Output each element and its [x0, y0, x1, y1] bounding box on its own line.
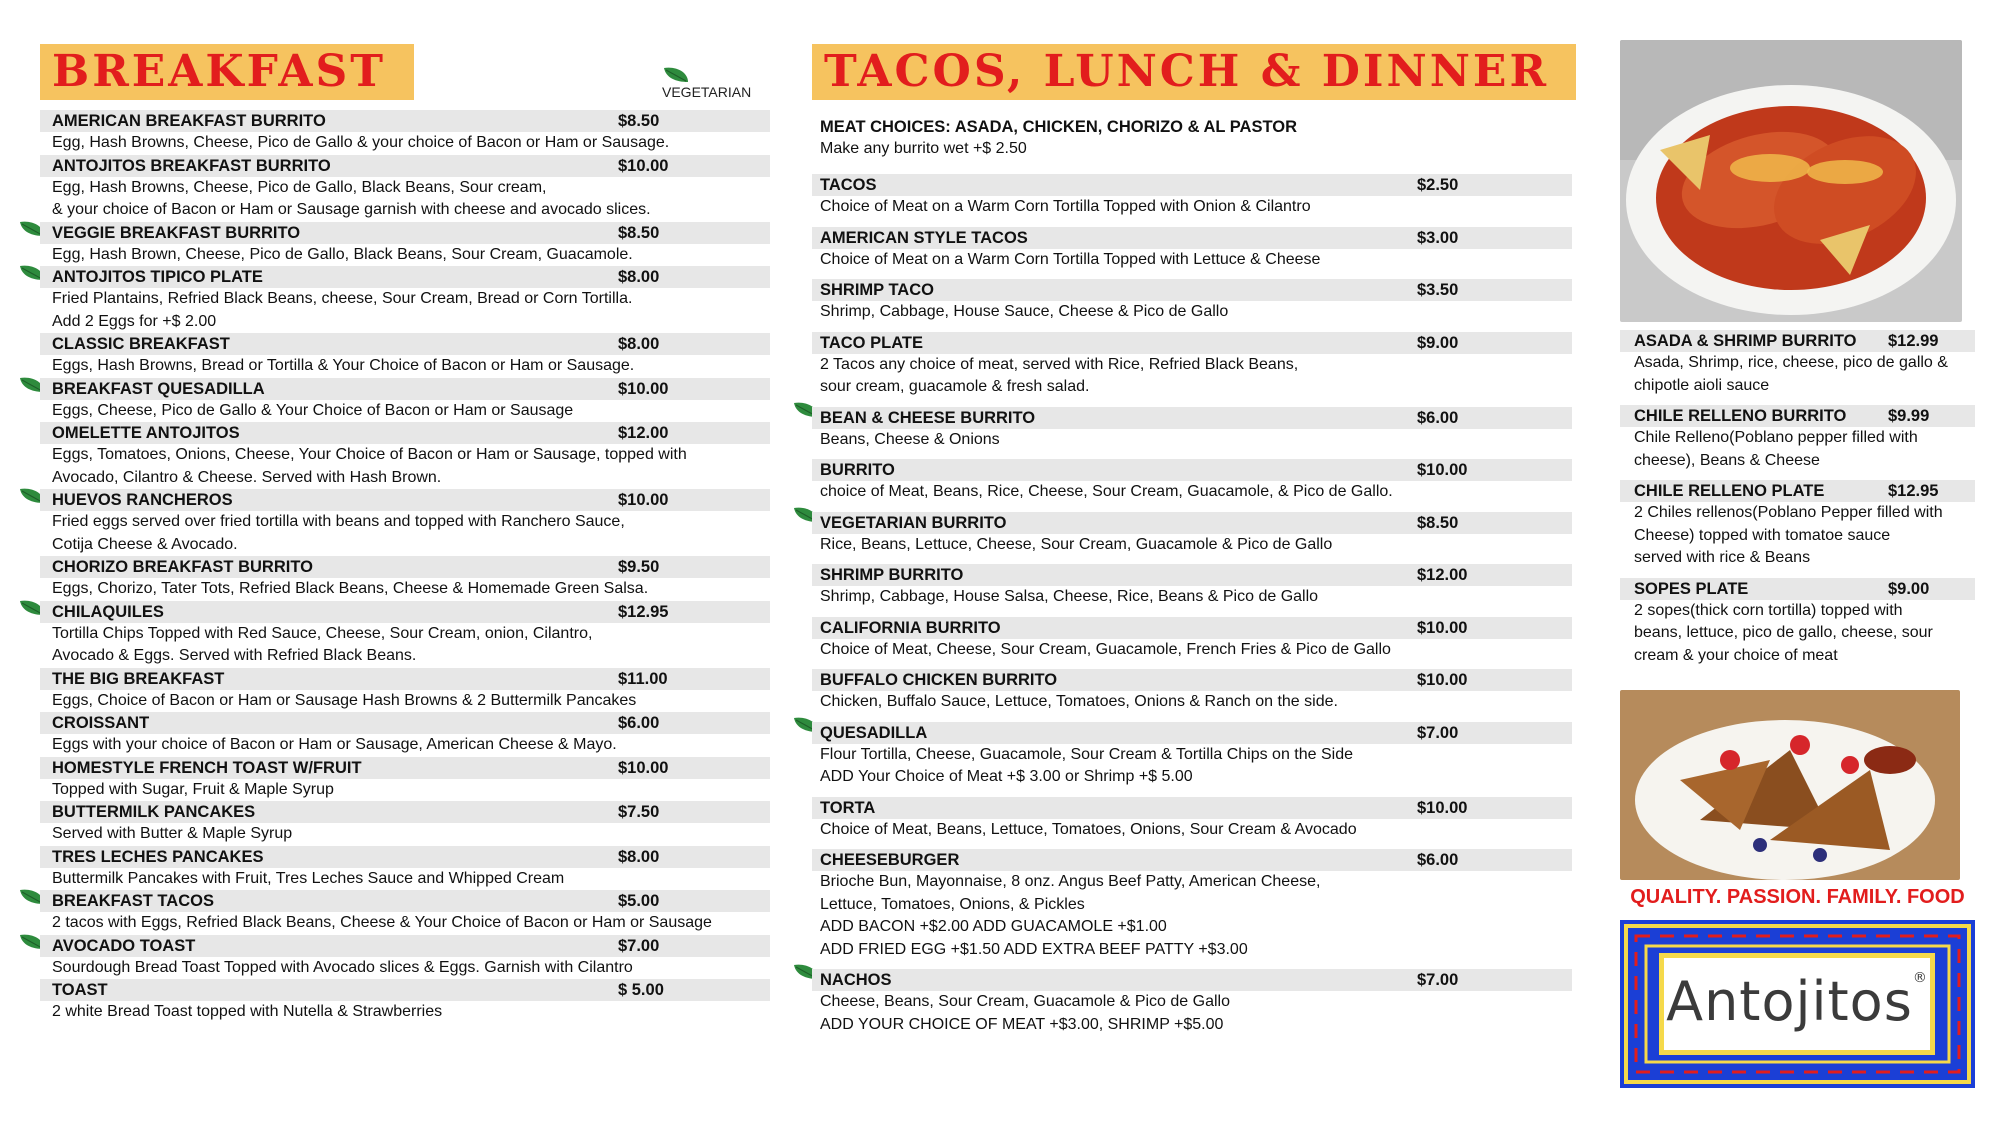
menu-item-name: TACO PLATE — [820, 333, 923, 352]
menu-item-price: $11.00 — [618, 669, 668, 688]
menu-item-header — [812, 332, 1572, 354]
menu-item-header — [40, 422, 770, 444]
menu-item-price: $10.00 — [618, 491, 669, 509]
tacos-menu-list — [812, 174, 1572, 1044]
menu-item-name: CALIFORNIA BURRITO — [820, 618, 1001, 637]
menu-item-description: Tortilla Chips Topped with Red Sauce, Cheese, Sour Cream, onion, Cilantro, Avocado & Eggs. Served with Refried Black Beans. — [52, 624, 593, 664]
menu-item-description: Cheese, Beans, Sour Cream, Guacamole & Pico de Gallo ADD YOUR CHOICE OF MEAT +$3.00, SHRIMP +$5.00 — [820, 993, 1230, 1033]
menu-item-description: Shrimp, Cabbage, House Sauce, Cheese & Pico de Gallo — [820, 303, 1229, 320]
menu-item-price: $12.00 — [618, 424, 669, 442]
menu-item-breakfast-quesadilla — [40, 378, 770, 423]
menu-item-description: 2 Chiles rellenos(Poblano Pepper filled with Cheese) topped with tomatoe sauce served with rice & Beans — [1634, 504, 1943, 566]
menu-item-header — [40, 668, 770, 690]
menu-item-description: Topped with Sugar, Fruit & Maple Syrup — [52, 780, 334, 798]
menu-item-description: 2 Tacos any choice of meat, served with Rice, Refried Black Beans, sour cream, guacamole & fresh salad. — [820, 355, 1299, 395]
breakfast-section — [40, 44, 770, 1020]
french-toast-photo — [1620, 690, 1960, 880]
menu-item-header — [812, 797, 1572, 819]
menu-item-header — [812, 617, 1572, 639]
menu-item-antojitos-breakfast-burrito — [40, 155, 770, 222]
menu-item-name: BURRITO — [820, 461, 895, 479]
menu-item-name: BREAKFAST TACOS — [52, 892, 214, 910]
breakfast-menu-list — [40, 110, 770, 1024]
breakfast-banner: BREAKFAST — [40, 44, 414, 100]
menu-item-price: $12.95 — [618, 602, 669, 621]
menu-item-description: Fried Plantains, Refried Black Beans, cheese, Sour Cream, Bread or Corn Tortilla. Add 2 Eggs for +$ 2.00 — [52, 290, 633, 330]
menu-item-price: $7.00 — [1417, 723, 1459, 742]
menu-item-chorizo-breakfast-burrito — [40, 556, 770, 601]
menu-item-description: Fried eggs served over fried tortilla with beans and topped with Ranchero Sauce, Cotija Cheese & Avocado. — [52, 513, 625, 553]
menu-item-the-big-breakfast — [40, 668, 770, 713]
menu-item-name: CHORIZO BREAKFAST BURRITO — [52, 558, 313, 576]
menu-item-name: CLASSIC BREAKFAST — [52, 335, 230, 353]
leaf-icon — [662, 66, 690, 84]
menu-item-name: CHILE RELLENO PLATE — [1634, 482, 1825, 500]
menu-item-huevos-rancheros — [40, 489, 770, 556]
menu-item-price: $12.99 — [1888, 332, 1939, 350]
menu-item-name: CHEESEBURGER — [820, 851, 960, 869]
menu-item-header — [812, 407, 1572, 429]
logo-plate — [1664, 958, 1930, 1050]
menu-item-classic-breakfast — [40, 333, 770, 378]
menu-item-header — [40, 846, 770, 868]
menu-item-name: TRES LECHES PANCAKES — [52, 847, 264, 866]
menu-item-nachos — [812, 969, 1572, 1036]
meat-choices — [820, 116, 1560, 160]
menu-item-price: $9.00 — [1888, 579, 1930, 598]
meat-choices-title: MEAT CHOICES: ASADA, CHICKEN, CHORIZO & AL PASTOR — [820, 118, 1297, 136]
menu-item-torta — [812, 797, 1572, 842]
menu-item-description: Eggs, Cheese, Pico de Gallo & Your Choice of Bacon or Ham or Sausage — [52, 401, 574, 419]
menu-item-sopes-plate — [1620, 578, 1975, 668]
menu-item-description: Egg, Hash Browns, Cheese, Pico de Gallo, Black Beans, Sour cream, & your choice of Bacon or Ham or Sausage garnish with cheese and avocado slices. — [52, 178, 651, 218]
menu-item-header — [1620, 330, 1975, 352]
menu-item-chile-relleno-burrito — [1620, 405, 1975, 472]
menu-item-chile-relleno-plate — [1620, 480, 1975, 570]
menu-item-name: NACHOS — [820, 971, 892, 989]
logo-wordmark: Antojitos® — [1666, 970, 1928, 1033]
menu-item-name: ANTOJITOS TIPICO PLATE — [52, 268, 263, 286]
menu-item-description: Choice of Meat, Beans, Lettuce, Tomatoes, Onions, Sour Cream & Avocado — [820, 820, 1357, 838]
menu-item-name: HUEVOS RANCHEROS — [52, 491, 233, 509]
menu-item-description: Egg, Hash Browns, Cheese, Pico de Gallo & your choice of Bacon or Ham or Sausage. — [52, 134, 670, 151]
menu-item-price: $7.00 — [618, 936, 660, 955]
menu-item-burrito — [812, 459, 1572, 504]
menu-item-name: TACOS — [820, 176, 877, 194]
menu-item-cheeseburger — [812, 849, 1572, 961]
menu-item-bean-cheese-burrito — [812, 407, 1572, 452]
menu-item-name: BUFFALO CHICKEN BURRITO — [820, 671, 1058, 689]
menu-item-description: Choice of Meat on a Warm Corn Tortilla Topped with Onion & Cilantro — [820, 198, 1311, 215]
menu-item-header — [40, 601, 770, 623]
menu-item-description: 2 white Bread Toast topped with Nutella & Strawberries — [52, 1003, 443, 1020]
menu-item-description: Eggs, Chorizo, Tater Tots, Refried Black Beans, Cheese & Homemade Green Salsa. — [52, 580, 649, 597]
menu-item-price: $10.00 — [1417, 671, 1468, 689]
menu-item-name: VEGGIE BREAKFAST BURRITO — [52, 223, 301, 242]
menu-item-header — [40, 712, 770, 734]
menu-item-description: Chile Relleno(Poblano pepper filled with cheese), Beans & Cheese — [1634, 429, 1918, 469]
menu-item-description: Served with Butter & Maple Syrup — [52, 825, 293, 842]
menu-item-header — [40, 155, 770, 177]
menu-item-header — [40, 935, 770, 957]
menu-item-description: Beans, Cheese & Onions — [820, 430, 1000, 448]
menu-item-name: BEAN & CHEESE BURRITO — [820, 408, 1036, 427]
menu-item-description: Flour Tortilla, Cheese, Guacamole, Sour Cream & Tortilla Chips on the Side ADD Your Choice of Meat +$ 3.00 or Shrimp +$ 5.00 — [820, 745, 1353, 785]
menu-item-description: Asada, Shrimp, rice, cheese, pico de gallo & chipotle aioli sauce — [1634, 354, 1948, 394]
menu-item-name: THE BIG BREAKFAST — [52, 669, 225, 688]
menu-item-buffalo-chicken-burrito — [812, 669, 1572, 714]
menu-item-name: SHRIMP TACO — [820, 281, 934, 299]
menu-item-header — [812, 512, 1572, 534]
menu-item-header — [812, 849, 1572, 871]
antojitos-logo — [1620, 920, 1975, 1088]
menu-item-description: Eggs, Choice of Bacon or Ham or Sausage Hash Browns & 2 Buttermilk Pancakes — [52, 691, 637, 709]
menu-item-price: $10.00 — [1417, 798, 1468, 817]
menu-item-description: Sourdough Bread Toast Topped with Avocado slices & Eggs. Garnish with Cilantro — [52, 958, 633, 976]
menu-item-shrimp-burrito — [812, 564, 1572, 609]
menu-item-description: Shrimp, Cabbage, House Salsa, Cheese, Rice, Beans & Pico de Gallo — [820, 588, 1319, 605]
menu-item-name: SHRIMP BURRITO — [820, 566, 964, 584]
menu-item-name: SOPES PLATE — [1634, 579, 1749, 598]
menu-item-price: $10.00 — [618, 758, 669, 777]
menu-item-price: $2.50 — [1417, 176, 1459, 194]
menu-item-name: AVOCADO TOAST — [52, 936, 196, 955]
specials-menu-list — [1620, 330, 1975, 675]
menu-item-header — [812, 669, 1572, 691]
wet-burrito-photo — [1620, 40, 1962, 322]
menu-item-header — [812, 227, 1572, 249]
menu-item-description: Eggs, Tomatoes, Onions, Cheese, Your Choice of Bacon or Ham or Sausage, topped with Avocado, Cilantro & Cheese. Served with Hash Brown. — [52, 446, 687, 486]
menu-item-price: $12.95 — [1888, 482, 1939, 500]
menu-item-description: Eggs with your choice of Bacon or Ham or Sausage, American Cheese & Mayo. — [52, 736, 617, 753]
menu-item-header — [812, 564, 1572, 586]
menu-item-asada-shrimp-burrito — [1620, 330, 1975, 397]
menu-item-description: Chicken, Buffalo Sauce, Lettuce, Tomatoes, Onions & Ranch on the side. — [820, 693, 1338, 710]
menu-item-tacos — [812, 174, 1572, 219]
menu-item-description: Choice of Meat on a Warm Corn Tortilla Topped with Lettuce & Cheese — [820, 250, 1321, 268]
menu-item-chilaquiles — [40, 601, 770, 668]
menu-item-price: $7.50 — [618, 803, 660, 821]
menu-item-header — [40, 266, 770, 288]
menu-item-name: AMERICAN BREAKFAST BURRITO — [52, 112, 326, 130]
menu-item-price: $9.99 — [1888, 407, 1930, 425]
menu-item-header — [40, 333, 770, 355]
wet-burrito-note: Make any burrito wet +$ 2.50 — [820, 140, 1027, 157]
menu-item-breakfast-tacos — [40, 890, 770, 935]
menu-item-price: $6.00 — [1417, 408, 1459, 427]
slogan: QUALITY. PASSION. FAMILY. FOOD — [1630, 886, 1965, 908]
vegetarian-legend-label: VEGETARIAN — [662, 84, 752, 101]
menu-item-header — [812, 722, 1572, 744]
menu-item-omelette-antojitos — [40, 422, 770, 489]
menu-item-name: BREAKFAST QUESADILLA — [52, 379, 265, 398]
menu-item-name: TORTA — [820, 798, 876, 817]
menu-item-price: $10.00 — [1417, 461, 1468, 479]
menu-item-name: CHILE RELLENO BURRITO — [1634, 407, 1847, 425]
menu-item-price: $8.00 — [618, 268, 660, 286]
menu-item-price: $6.00 — [1417, 851, 1459, 869]
menu-item-price: $7.00 — [1417, 971, 1459, 989]
menu-item-price: $ 5.00 — [618, 981, 664, 999]
menu-item-tres-leches-pancakes — [40, 846, 770, 891]
menu-item-antojitos-tipico-plate — [40, 266, 770, 333]
menu-item-buttermilk-pancakes — [40, 801, 770, 846]
menu-item-description: Choice of Meat, Cheese, Sour Cream, Guacamole, French Fries & Pico de Gallo — [820, 640, 1391, 658]
menu-item-taco-plate — [812, 332, 1572, 399]
menu-item-croissant — [40, 712, 770, 757]
menu-item-name: ASADA & SHRIMP BURRITO — [1634, 332, 1857, 350]
tacos-section — [812, 44, 1574, 1033]
menu-item-price: $5.00 — [618, 892, 660, 910]
menu-item-name: OMELETTE ANTOJITOS — [52, 424, 240, 442]
menu-item-name: AMERICAN STYLE TACOS — [820, 228, 1028, 247]
menu-item-header — [40, 757, 770, 779]
menu-item-description: Egg, Hash Brown, Cheese, Pico de Gallo, Black Beans, Sour Cream, Guacamole. — [52, 245, 633, 263]
menu-item-price: $9.00 — [1417, 333, 1459, 352]
menu-item-name: ANTOJITOS BREAKFAST BURRITO — [52, 156, 331, 175]
menu-item-header — [1620, 578, 1975, 600]
menu-item-homestyle-french-toast-w-fruit — [40, 757, 770, 802]
menu-item-name: CHILAQUILES — [52, 602, 164, 621]
menu-item-name: TOAST — [52, 981, 108, 999]
menu-item-header — [40, 110, 770, 132]
menu-item-header — [40, 556, 770, 578]
menu-item-header — [812, 279, 1572, 301]
menu-item-price: $3.50 — [1417, 281, 1459, 299]
menu-item-price: $6.00 — [618, 714, 660, 732]
menu-item-price: $8.00 — [618, 335, 660, 353]
menu-item-header — [40, 489, 770, 511]
menu-item-price: $3.00 — [1417, 228, 1459, 247]
menu-item-california-burrito — [812, 617, 1572, 662]
menu-item-price: $12.00 — [1417, 566, 1468, 584]
menu-item-price: $10.00 — [1417, 618, 1468, 637]
menu-item-description: choice of Meat, Beans, Rice, Cheese, Sour Cream, Guacamole, & Pico de Gallo. — [820, 483, 1393, 500]
menu-item-price: $8.50 — [618, 112, 660, 130]
menu-item-price: $9.50 — [618, 558, 660, 576]
menu-item-description: Buttermilk Pancakes with Fruit, Tres Leches Sauce and Whipped Cream — [52, 869, 565, 887]
menu-item-price: $10.00 — [618, 156, 669, 175]
menu-item-description: Rice, Beans, Lettuce, Cheese, Sour Cream, Guacamole & Pico de Gallo — [820, 535, 1333, 553]
menu-item-header — [1620, 480, 1975, 502]
menu-item-header — [1620, 405, 1975, 427]
menu-item-description: Brioche Bun, Mayonnaise, 8 onz. Angus Beef Patty, American Cheese, Lettuce, Tomatoes, Onions, & Pickles ADD BACON +$2.00 ADD GUACAMOLE +$1.00 ADD FRIED EGG +$1.50 ADD EXTRA BEEF PATTY +$3.00 — [820, 873, 1321, 958]
menu-item-quesadilla — [812, 722, 1572, 789]
menu-item-header — [40, 222, 770, 244]
menu-item-header — [40, 801, 770, 823]
menu-item-header — [812, 969, 1572, 991]
menu-item-veggie-breakfast-burrito — [40, 222, 770, 267]
menu-item-price: $8.50 — [1417, 513, 1459, 532]
menu-item-price: $10.00 — [618, 379, 669, 398]
menu-item-header — [40, 378, 770, 400]
vegetarian-legend — [662, 66, 770, 100]
menu-item-header — [812, 174, 1572, 196]
menu-item-name: VEGETARIAN BURRITO — [820, 513, 1007, 532]
menu-item-price: $8.50 — [618, 223, 660, 242]
menu-item-avocado-toast — [40, 935, 770, 980]
menu-item-american-style-tacos — [812, 227, 1572, 272]
menu-item-header — [40, 979, 770, 1001]
menu-item-name: HOMESTYLE FRENCH TOAST W/FRUIT — [52, 758, 362, 777]
menu-item-toast — [40, 979, 770, 1024]
menu-item-american-breakfast-burrito — [40, 110, 770, 155]
menu-item-vegetarian-burrito — [812, 512, 1572, 557]
menu-item-name: QUESADILLA — [820, 723, 928, 742]
menu-item-name: BUTTERMILK PANCAKES — [52, 803, 256, 821]
menu-item-header — [40, 890, 770, 912]
menu-item-description: Eggs, Hash Browns, Bread or Tortilla & Your Choice of Bacon or Ham or Sausage. — [52, 357, 635, 374]
menu-item-description: 2 sopes(thick corn tortilla) topped with beans, lettuce, pico de gallo, cheese, sour cream & your choice of meat — [1634, 601, 1933, 664]
menu-item-price: $8.00 — [618, 847, 660, 866]
tacos-banner: TACOS, LUNCH & DINNER — [812, 44, 1576, 100]
menu-item-name: CROISSANT — [52, 714, 150, 732]
menu-item-shrimp-taco — [812, 279, 1572, 324]
menu-item-header — [812, 459, 1572, 481]
menu-item-description: 2 tacos with Eggs, Refried Black Beans, Cheese & Your Choice of Bacon or Ham or Sausage — [52, 914, 712, 931]
